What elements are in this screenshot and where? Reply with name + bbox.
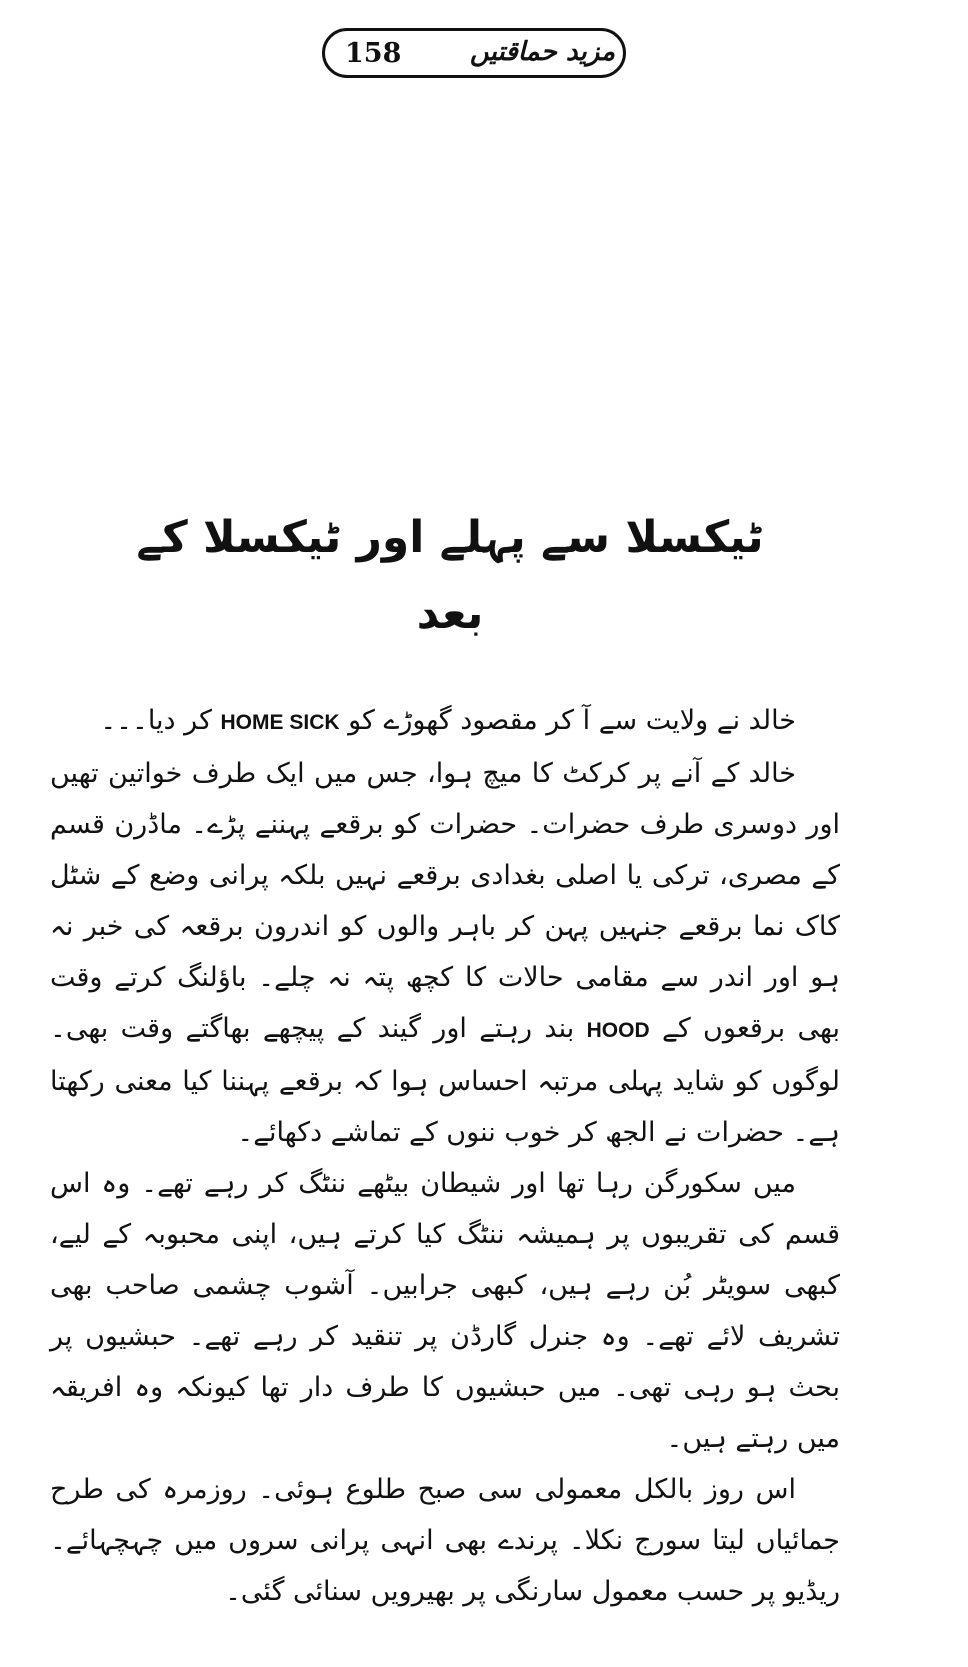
paragraph-2-english-term: HOOD <box>586 1019 650 1042</box>
paragraph-1-english-term: HOME SICK <box>220 711 340 734</box>
paragraph-1-text-a: خالد نے ولایت سے آ کر مقصود گھوڑے کو <box>339 705 796 736</box>
paragraph-3-text: میں سکورگن رہا تھا اور شیطان بیٹھے ننٹگ کر رہے تھے۔ وہ اس قسم کی تقریبوں پر ہمیشہ ننٹگ کیا کرتے ہیں، اپنی محبوبہ کے لیے، کبھی سویٹر بُن رہے ہیں، کبھی جرابیں۔ آشوب چشمی صاحب بھی تشریف لائے تھے۔ وہ جنرل گارڈن پر تنقید کر رہے تھے۔ حبشیوں پر بحث ہو رہی تھی۔ میں حبشیوں کا طرف دار تھا کیونکہ وہ افریقہ میں رہتے ہیں۔ <box>50 1168 840 1454</box>
page-number: 158 <box>345 38 402 69</box>
paragraph-2-text-a: خالد کے آنے پر کرکٹ کا میچ ہوا، جس میں ایک طرف خواتین تھیں اور دوسری طرف حضرات۔ حضرات کو برقعے پہننے پڑے۔ ماڈرن قسم کے مصری، ترکی یا اصلی بغدادی برقعے نہیں بلکہ پرانی وضع کے شٹل کاک نما برقعے جنہیں پہن کر باہر والوں کو اندرون برقعہ کی خبر نہ ہو اور اندر سے مقامی حالات کا کچھ پتہ نہ چلے۔ باؤلنگ کرتے وقت بھی برقعوں کے <box>50 758 840 1044</box>
paragraph-4 <box>50 1464 840 1617</box>
chapter-title: ٹیکسلا سے پہلے اور ٹیکسلا کے بعد <box>136 512 764 639</box>
paragraph-2 <box>50 748 840 1158</box>
paragraph-3 <box>50 1158 840 1464</box>
chapter-body <box>50 695 840 1617</box>
paragraph-1 <box>50 695 840 748</box>
running-header-book-title: مزید حماقتیں <box>469 37 615 67</box>
paragraph-2-text-b: بند رہتے اور گیند کے پیچھے بھاگتے وقت بھی۔ لوگوں کو شاید پہلی مرتبہ احساس ہوا کہ برقعے پہننا کیا معنی رکھتا ہے۔ حضرات نے الجھ کر خوب ننوں کے تماشے دکھائے۔ <box>50 1013 840 1148</box>
paragraph-1-text-b: کر دیا۔۔۔ <box>100 705 221 736</box>
paragraph-4-text: اس روز بالکل معمولی سی صبح طلوع ہوئی۔ روزمرہ کی طرح جمائیاں لیتا سورج نکلا۔ پرندے بھی انہی پرانی سروں میں چہچہائے۔ ریڈیو پر حسب معمول سارنگی پر بھیرویں سنائی گئی۔ <box>50 1474 840 1607</box>
